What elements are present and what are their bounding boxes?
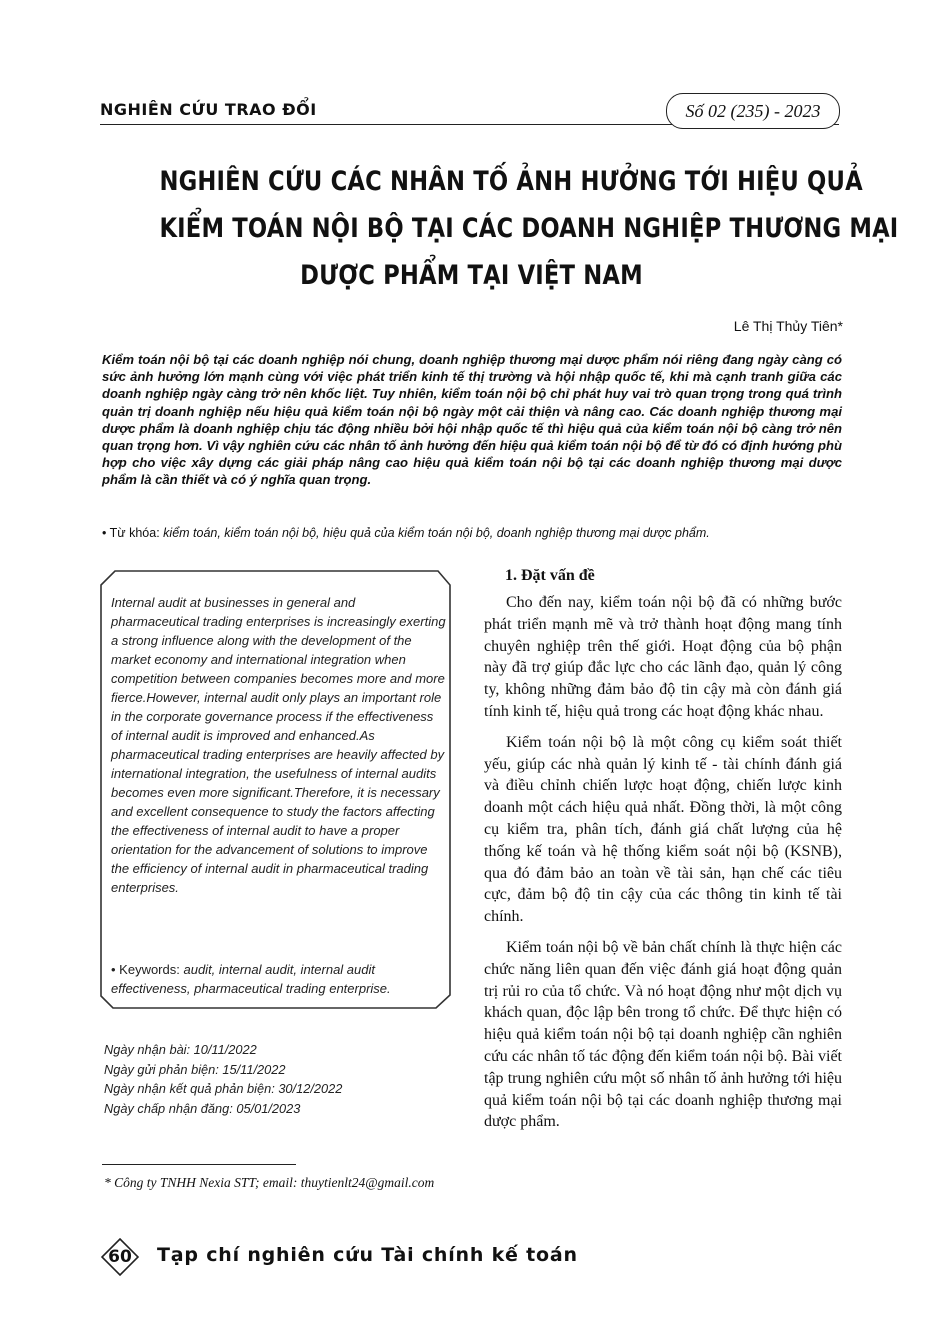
article-title [159,158,899,299]
issue-badge: Số 02 (235) - 2023 [666,93,840,129]
date-sent-review: Ngày gửi phản biện: 15/11/2022 [104,1061,286,1077]
author-footnote: * Công ty TNHH Nexia STT; email: thuytienlt24@gmail.com [104,1175,435,1190]
title-line: KIỂM TOÁN NỘI BỘ TẠI CÁC DOANH NGHIỆP THƯƠNG MẠI [159,213,899,244]
body-paragraph: Cho đến nay, kiểm toán nội bộ đã có những bước phát triển mạnh mẽ và trở thành hoạt động mang tính chuyên nghiệp trên thế giới. Hoạt động của bộ phận này đã trợ giúp đắc lực cho các lãnh đạo, quản lý công ty, không những đảm bảo độ tin cậy mà còn đánh giá tính kinh tế, hiệu quả trong các hoạt động khác nhau. [484,594,842,720]
abstract-english: Internal audit at businesses in general and pharmaceutical trading enterprises is increasingly exerting a strong influence along with the development of the market economy and international integration when competition between companies becomes more and more fierce.However, internal audit only plays an important role in the corporate governance process if the effectiveness of internal audit is improved and enhanced.As pharmaceutical trading enterprises are heavily affected by international integration, the usefulness of internal audits becomes even more significant.Therefore, it is necessary and excellent consequence to study the factors affecting the effectiveness of internal audit to have a proper orientation for the advancement of solutions to improve the efficiency of internal audit in pharmaceutical trading enterprises. [111,595,446,895]
body-paragraph: Kiểm toán nội bộ là một công cụ kiểm soát thiết yếu, giúp các nhà quản lý kinh tế - tài chính đánh giá và điều chỉnh chiến lược hoạt động, chiến lược kinh doanh một cách hiệu quả nhất. Đồng thời, là một công cụ kiểm tra, phân tích, đánh giá chất lượng của hệ thống kế toán và hệ thống kiểm soát nội bộ (KSNB), qua đó đảm bảo an toàn về tài sản, hạn chế các tiêu cực, đảm bộ độ tin cậy của các thông tin kinh tế tài chính. [484,733,842,926]
abstract-vietnamese: Kiểm toán nội bộ tại các doanh nghiệp nói chung, doanh nghiệp thương mại dược phẩm nói riêng đang ngày càng có sức ảnh hưởng lớn mạnh cùng với việc phát triển kinh tế thị trường và hội nhập quốc tế, khi mà cạnh tranh giữa các doanh nghiệp ngày càng trở nên khốc liệt. Tuy nhiên, kiểm toán nội bộ chỉ phát huy vai trò quan trọng trong quá trình quản trị doanh nghiệp nếu hiệu quả kiểm toán nội bộ ngày một cải thiện và nâng cao. Các doanh nghiệp thương mại dược phẩm là doanh nghiệp chịu tác động nhiều bởi hội nhập quốc tế thì hiệu quả của kiểm toán nội bộ càng trở nên quan trọng hơn. Vì vậy nghiên cứu các nhân tố ảnh hưởng đến hiệu quả kiểm toán nội bộ để từ đó có định hướng phù hợp cho việc xây dựng các giải pháp nâng cao hiệu quả kiểm toán nội bộ tại các doanh nghiệp thương mại dược phẩm là cần thiết và có ý nghĩa quan trọng. [102,352,842,488]
keywords-text: audit, internal audit, internal audit effectiveness, pharmaceutical trading enterprise. [111,962,391,996]
date-accepted: Ngày chấp nhận đăng: 05/01/2023 [104,1100,301,1116]
keywords-vietnamese [102,526,842,540]
date-received: Ngày nhận bài: 10/11/2022 [104,1042,257,1057]
section-heading: 1. Đặt vấn đề [505,567,595,584]
body-paragraph: Kiểm toán nội bộ về bản chất chính là thực hiện các chức năng liên quan đến việc đánh giá hoạt động quản trị rủi ro của tổ chức. Và nó hoạt động như một dịch vụ khách quan, độc lập bên trong tổ chức. Để thực hiện có hiệu quả kiểm toán nội bộ tại doanh nghiệp cần nghiên cứu các nhân tố tác động đến kiểm toán nội bộ. Bài viết tập trung nghiên cứu một số nhân tố ảnh hưởng tới hiệu quả kiểm toán nội bộ tại các doanh nghiệp thương mại dược phẩm. [484,938,842,1131]
page-number: 60 [108,1247,132,1267]
keywords-text: kiểm toán, kiểm toán nội bộ, hiệu quả của kiểm toán nội bộ, doanh nghiệp thương mại dược phẩm. [163,526,710,540]
journal-name: Tạp chí nghiên cứu Tài chính kế toán [157,1244,578,1266]
date-review-result: Ngày nhận kết quả phản biện: 30/12/2022 [104,1081,343,1096]
body-column [484,565,842,1142]
english-abstract-box [97,567,454,1012]
title-line: DƯỢC PHẨM TẠI VIỆT NAM [300,260,643,291]
section-label: NGHIÊN CỨU TRAO ĐỔI [100,100,317,119]
title-line: NGHIÊN CỨU CÁC NHÂN TỐ ẢNH HƯỞNG TỚI HIỆU QUẢ [159,166,863,197]
submission-dates [104,1040,342,1118]
keywords-label: • Keywords: [111,962,180,977]
keywords-label: • Từ khóa: [102,526,160,540]
author-name: Lê Thị Thủy Tiên* [733,318,843,334]
keywords-english [111,960,447,998]
footnote-rule [102,1164,296,1165]
